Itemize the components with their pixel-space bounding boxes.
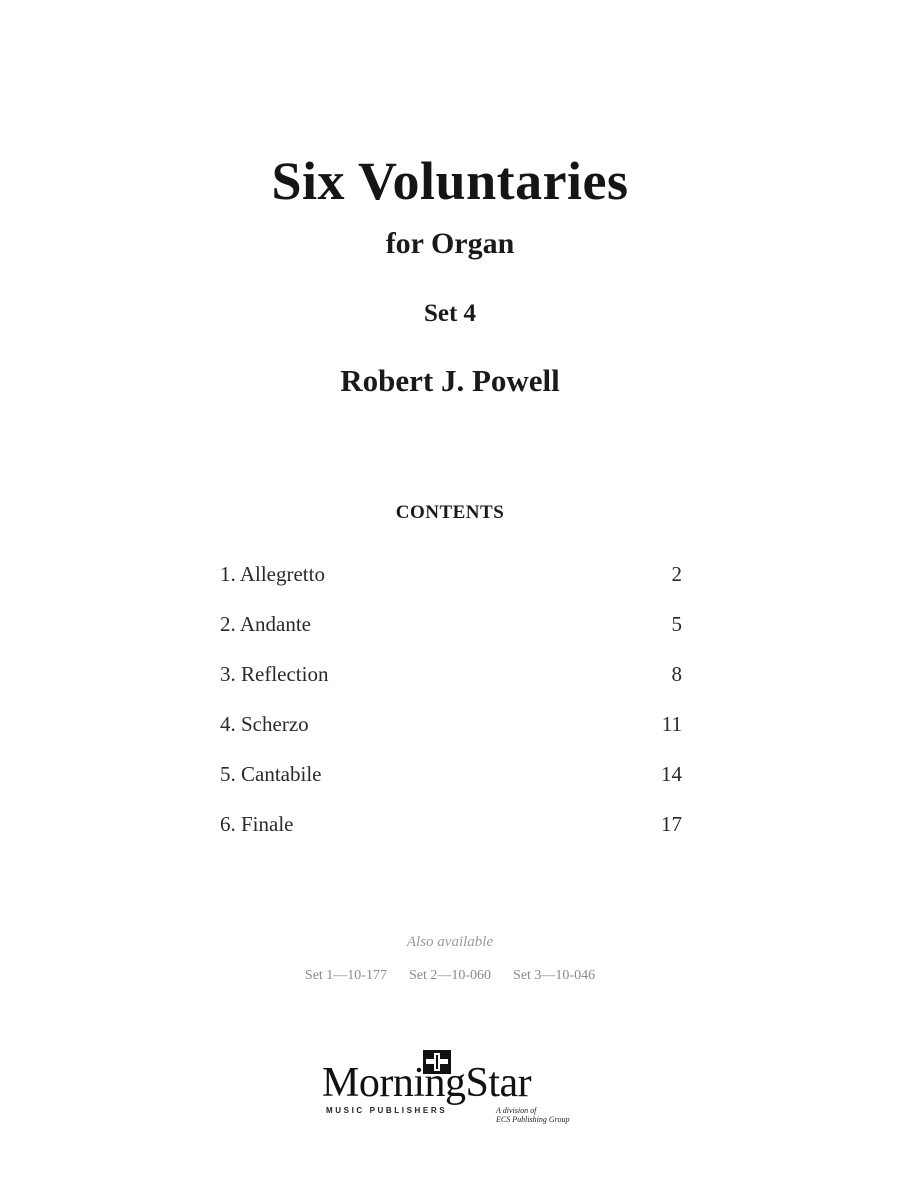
publisher-tagline: MUSIC PUBLISHERS [326, 1106, 448, 1115]
also-available-list [0, 968, 900, 984]
also-available-item: Set 2—10-060 [408, 968, 492, 983]
toc-item-label: 5. Cantabile [220, 762, 322, 786]
division-line-2: ECS Publishing Group [496, 1115, 570, 1124]
toc-item-label: 1. Allegretto [220, 562, 325, 586]
toc-item-label: 6. Finale [220, 812, 294, 836]
toc-item-allegretto [220, 562, 682, 612]
page-title: Six Voluntaries [271, 151, 629, 211]
also-available-item: Set 1—10-177 [304, 968, 387, 983]
set-number: Set 4 [423, 300, 477, 327]
toc-item-cantabile [220, 762, 682, 812]
also-available-label: Also available [406, 934, 494, 950]
toc-item-andante [220, 612, 682, 662]
publisher-division [496, 1106, 569, 1124]
publisher-name: MorningStar [322, 1060, 532, 1106]
subtitle: for Organ [385, 227, 515, 260]
also-available-item: Set 3—10-046 [513, 968, 596, 983]
toc-item-page: 14 [661, 762, 682, 786]
contents-heading: CONTENTS [395, 502, 505, 523]
table-of-contents [220, 562, 682, 862]
toc-item-page: 8 [671, 662, 682, 686]
toc-item-reflection [220, 662, 682, 712]
toc-item-page: 5 [671, 612, 682, 636]
toc-item-label: 3. Reflection [220, 662, 329, 686]
composer-name: Robert J. Powell [340, 363, 560, 398]
toc-item-page: 17 [661, 812, 682, 836]
publisher-logo [322, 1050, 582, 1130]
toc-item-label: 4. Scherzo [220, 712, 309, 736]
toc-item-label: 2. Andante [220, 612, 311, 636]
toc-item-page: 2 [671, 562, 682, 586]
toc-item-finale [220, 812, 682, 862]
toc-item-scherzo [220, 712, 682, 762]
toc-item-page: 11 [661, 712, 682, 736]
division-line-1: A division of [496, 1106, 537, 1115]
